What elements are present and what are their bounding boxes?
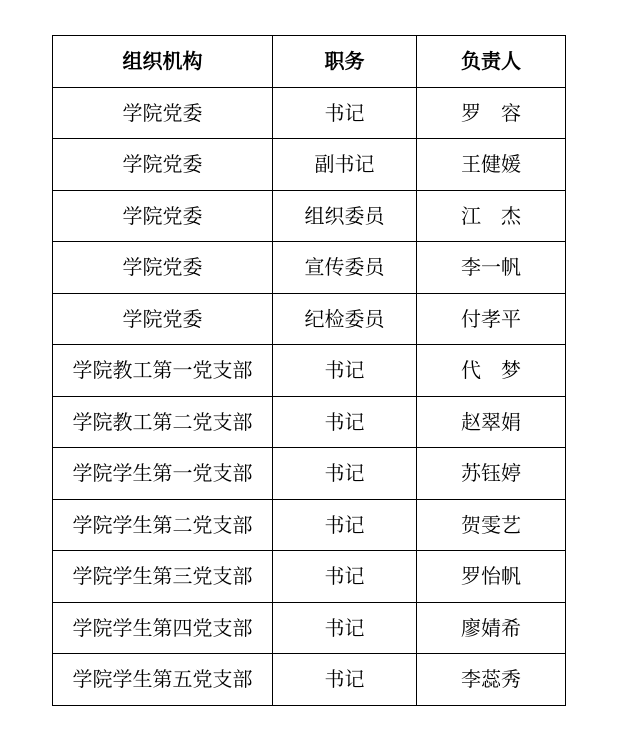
table-row xyxy=(53,448,566,500)
cell-person: 王健媛 xyxy=(417,139,566,191)
cell-person: 李一帆 xyxy=(417,242,566,294)
table-row xyxy=(53,551,566,603)
cell-position: 书记 xyxy=(273,448,417,500)
cell-person: 付孝平 xyxy=(417,293,566,345)
cell-position: 宣传委员 xyxy=(273,242,417,294)
leadership-table xyxy=(52,35,566,706)
cell-position: 纪检委员 xyxy=(273,293,417,345)
header-position: 职务 xyxy=(273,36,417,88)
table-row xyxy=(53,602,566,654)
cell-organization: 学院党委 xyxy=(53,293,273,345)
table-row xyxy=(53,139,566,191)
cell-person: 罗怡帆 xyxy=(417,551,566,603)
table-row xyxy=(53,654,566,706)
table-row xyxy=(53,396,566,448)
cell-organization: 学院学生第二党支部 xyxy=(53,499,273,551)
cell-organization: 学院教工第二党支部 xyxy=(53,396,273,448)
cell-person: 苏钰婷 xyxy=(417,448,566,500)
cell-position: 书记 xyxy=(273,551,417,603)
cell-organization: 学院党委 xyxy=(53,139,273,191)
cell-position: 组织委员 xyxy=(273,190,417,242)
cell-position: 书记 xyxy=(273,499,417,551)
header-person-in-charge: 负责人 xyxy=(417,36,566,88)
cell-position: 副书记 xyxy=(273,139,417,191)
cell-position: 书记 xyxy=(273,396,417,448)
table-row xyxy=(53,345,566,397)
cell-position: 书记 xyxy=(273,602,417,654)
cell-position: 书记 xyxy=(273,345,417,397)
cell-organization: 学院学生第三党支部 xyxy=(53,551,273,603)
cell-person: 廖婧希 xyxy=(417,602,566,654)
cell-position: 书记 xyxy=(273,654,417,706)
table-row xyxy=(53,242,566,294)
cell-organization: 学院教工第一党支部 xyxy=(53,345,273,397)
table-row xyxy=(53,499,566,551)
cell-organization: 学院党委 xyxy=(53,87,273,139)
cell-organization: 学院党委 xyxy=(53,190,273,242)
table-row xyxy=(53,293,566,345)
cell-person: 江 杰 xyxy=(417,190,566,242)
cell-person: 李蕊秀 xyxy=(417,654,566,706)
header-organization: 组织机构 xyxy=(53,36,273,88)
cell-organization: 学院党委 xyxy=(53,242,273,294)
cell-organization: 学院学生第五党支部 xyxy=(53,654,273,706)
cell-person: 贺雯艺 xyxy=(417,499,566,551)
table-row xyxy=(53,87,566,139)
table-header-row xyxy=(53,36,566,88)
cell-position: 书记 xyxy=(273,87,417,139)
cell-organization: 学院学生第一党支部 xyxy=(53,448,273,500)
cell-person: 赵翠娟 xyxy=(417,396,566,448)
cell-person: 罗 容 xyxy=(417,87,566,139)
table-row xyxy=(53,190,566,242)
cell-person: 代 梦 xyxy=(417,345,566,397)
cell-organization: 学院学生第四党支部 xyxy=(53,602,273,654)
